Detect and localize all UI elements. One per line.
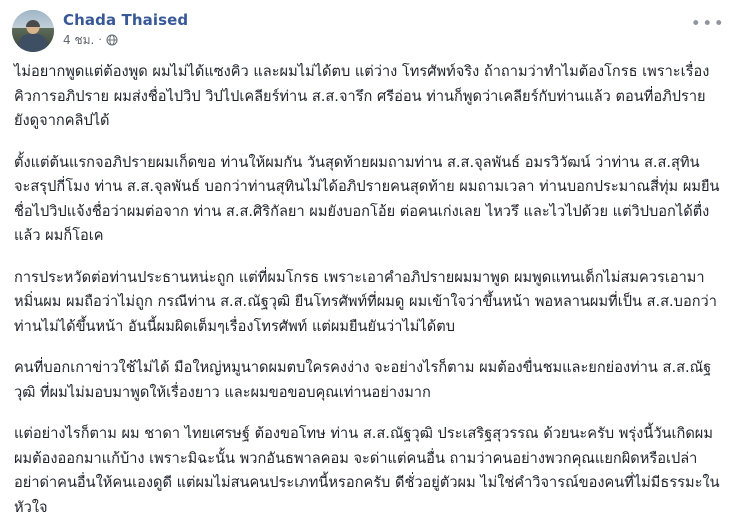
- globe-icon[interactable]: [106, 34, 118, 46]
- post-paragraph: แต่อย่างไรก็ตาม ผม ชาดา ไทยเศรษฐ์ ต้องขอโทษ ท่าน ส.ส.ณัฐวุฒิ ประเสริฐสุวรรณ ด้วยนะครับ พรุ่งนี้วันเกิดผม ผมต้องออกมาแก้บ้าง เพราะมิฉะนั้น พวกอันธพาลคอม จะด่าแต่คนอื่น ถามว่าคนอย่างพวกคุณแยกผิดหรือเปล่า อย่าด่าคนอื่นให้คนเองดูดี แต่ผมไม่สนคนประเภทนี้หรอกครับ ดีชั่วอยู่ตัวผม ไม่ใช่คำวิจารณ์ของคนที่ไม่มีธรรมะในหัวใจ: [14, 425, 720, 516]
- post-timestamp[interactable]: 4 ชม.: [63, 33, 95, 47]
- post-options-button[interactable]: •••: [690, 13, 726, 34]
- avatar-hair: [26, 20, 40, 27]
- author-block: [63, 10, 188, 48]
- post-meta: [63, 32, 188, 48]
- post-paragraph: คนที่บอกเกาข่าวใช้ไม่ได้ มือใหญ่หมูนาดผมตบใครคงง่าง จะอย่างไรก็ตาม ผมต้องขื่นชมและยกย่องท่าน ส.ส.ณัฐวุฒิ ที่ผมไม่มอบมาพูดให้เรื่องยาว และผมขอขอบคุณเท่านอย่างมาก: [14, 359, 712, 401]
- meta-separator-dot: ·: [98, 33, 102, 46]
- avatar-body: [19, 34, 47, 52]
- author-name[interactable]: Chada Thaised: [63, 11, 189, 29]
- post-paragraph: ไม่อยากพูดแต่ต้องพูด ผมไม่ได้แซงคิว และผมไม่ได้ตบ แต่ว่าง โทรศัพท์จริง ถ้าถามว่าทำไมต้องโกรธ เพราะเรื่องคิวการอภิปราย ผมส่งชื่อไปวิป วิปไปเคลียร์ท่าน ส.ส.จารึก ศรีอ่อน ท่านก็พูดว่าเคลียร์กับท่านแล้ว ตอนที่อภิปรายยังดูจากคลิปได้: [14, 63, 710, 129]
- post-paragraph: ตั้งแต่ต้นแรกจอภิปรายผมเก็ดขอ ท่านให้ผมกัน วันสุดท้ายผมถามท่าน ส.ส.จุลพันธ์ อมรวิวัฒน์ ว่าท่าน ส.ส.สุทิน จะสรุปกี่โมง ท่าน ส.ส.จุลพันธ์ บอกว่าท่านสุทินไม่ได้อภิปรายคนสุดท้าย ผมถามเวลา ท่านบอกประมาณสี่ทุ่ม ผมยืนชื่อไปวิปแจ้งชื่อว่าผมต่อจาก ท่าน ส.ส.ศิริกัลยา ผมยังบอกโอ้ย ต่อคนเก่งเลย ไหวรึ และไวไปด้วย แต่วิปบอกได้ตื่งแล้ว ผมก็โอเค: [14, 153, 720, 244]
- avatar[interactable]: [12, 10, 54, 52]
- post-paragraph: การประหวัดต่อท่านประธานหน่ะถูก แต่ที่ผมโกรธ เพราะเอาคำอภิปรายผมมาพูด ผมพูดแทนเด็กไม่สมควรเอามาหมิ่นผม ผมถือว่าไม่ถูก กรณีท่าน ส.ส.ณัฐวุฒิ ยืนโทรศัพท์ที่ผมดู ผมเข้าใจว่าขึ้นหน้า พอหลานผมที่เป็น ส.ส.บอกว่าท่านไม่ได้ขึ้นหน้า อันนี้ผมผิดเต็มๆเรื่องโทรศัพท์ แต่ผมยืนยันว่าไม่ได้ตบ: [14, 268, 717, 335]
- post-text: [12, 58, 724, 520]
- post-header: [12, 10, 724, 58]
